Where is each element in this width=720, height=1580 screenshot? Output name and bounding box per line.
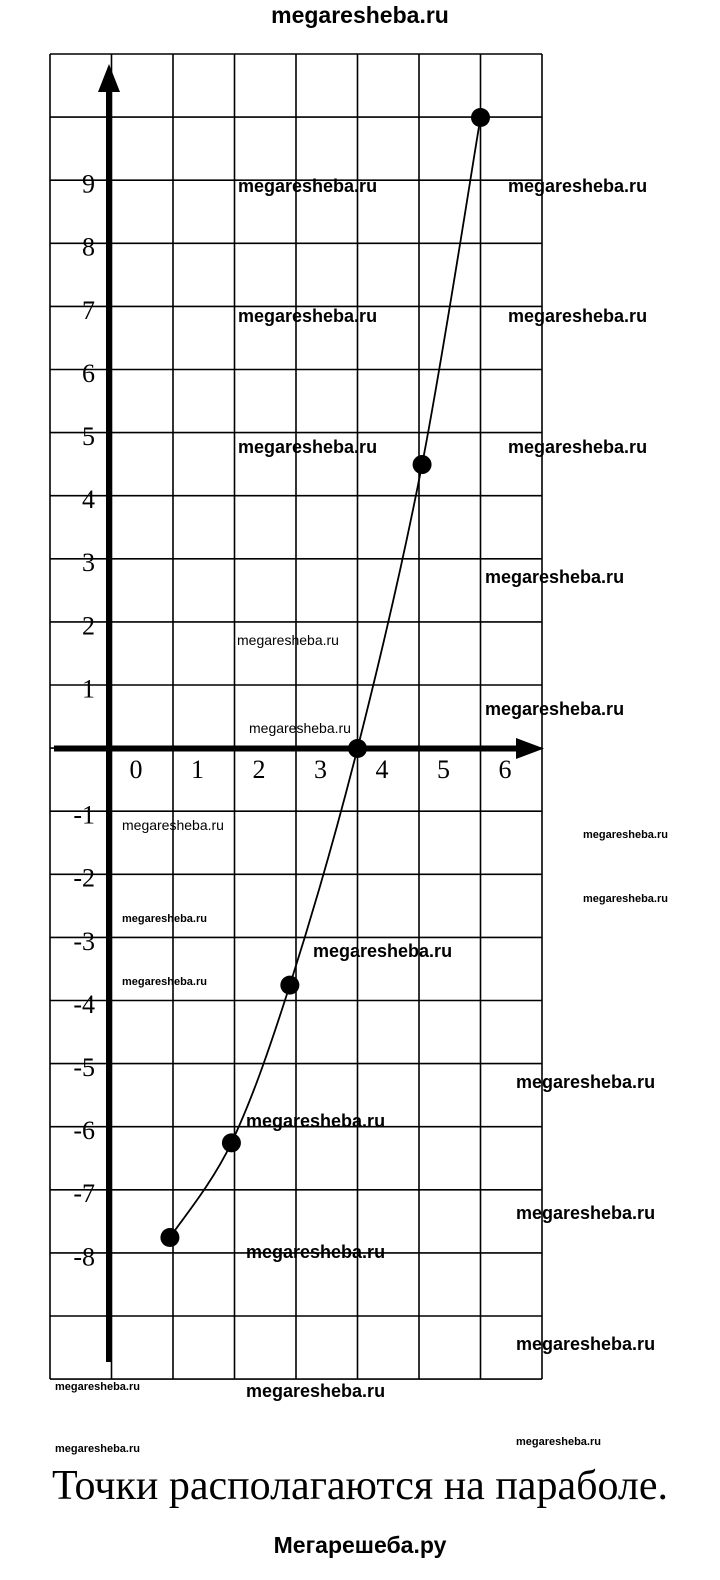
- y-tick-label: 4: [82, 485, 95, 515]
- watermark-text: megaresheba.ru: [516, 1436, 601, 1448]
- y-tick-label: -7: [73, 1179, 95, 1209]
- y-tick-label: -1: [73, 800, 95, 830]
- watermark-text: megaresheba.ru: [508, 437, 648, 457]
- data-point: [222, 1133, 241, 1152]
- y-tick-label: -6: [73, 1116, 95, 1146]
- y-tick-label: -5: [73, 1053, 95, 1082]
- watermark-text: megaresheba.ru: [237, 632, 339, 648]
- axes: [54, 64, 544, 1362]
- y-tick-label: -8: [73, 1242, 95, 1272]
- data-point: [348, 739, 367, 758]
- x-tick-label: 6: [498, 755, 512, 784]
- x-axis-arrow: [516, 738, 544, 759]
- x-tick-label: 2: [252, 755, 266, 784]
- watermark-text: megaresheba.ru: [122, 913, 207, 925]
- y-tick-label: -2: [73, 863, 95, 893]
- y-tick-label: 2: [82, 611, 95, 641]
- watermark-text: megaresheba.ru: [516, 1203, 656, 1223]
- watermark-text: megaresheba.ru: [485, 699, 625, 719]
- y-tick-label: 7: [82, 295, 95, 325]
- watermark-text: megaresheba.ru: [485, 567, 625, 587]
- site-footer: Мегарешеба.ру: [273, 1532, 447, 1558]
- watermark-text: megaresheba.ru: [55, 1443, 140, 1455]
- y-tick-label: 9: [82, 169, 95, 199]
- x-tick-label: 0: [129, 755, 143, 784]
- series: [160, 108, 490, 1247]
- y-tick-label: 8: [82, 232, 95, 262]
- watermark-text: megaresheba.ru: [122, 976, 207, 988]
- site-header: megaresheba.ru: [271, 2, 449, 28]
- watermark-text: megaresheba.ru: [238, 306, 378, 326]
- watermark-text: megaresheba.ru: [246, 1381, 386, 1401]
- series-curve: [170, 118, 481, 1238]
- watermark-text: megaresheba.ru: [583, 893, 668, 905]
- caption: Точки располагаются на параболе.: [51, 1463, 669, 1509]
- x-tick-label: 1: [191, 755, 204, 784]
- watermark-text: megaresheba.ru: [249, 720, 351, 736]
- y-tick-label: -4: [73, 989, 95, 1019]
- watermark-text: megaresheba.ru: [246, 1111, 386, 1131]
- watermark-text: megaresheba.ru: [246, 1242, 386, 1262]
- x-tick-label: 3: [314, 755, 327, 784]
- data-point: [413, 455, 432, 474]
- grid: [50, 54, 542, 1379]
- watermark-text: megaresheba.ru: [238, 437, 378, 457]
- watermark-text: megaresheba.ru: [55, 1381, 140, 1393]
- watermark-text: megaresheba.ru: [313, 941, 453, 961]
- y-tick-label: 1: [82, 674, 95, 704]
- y-tick-label: 5: [82, 422, 95, 451]
- data-point: [160, 1228, 179, 1247]
- watermark-text: megaresheba.ru: [508, 306, 648, 326]
- y-tick-label: 6: [82, 358, 95, 388]
- data-point: [471, 108, 490, 127]
- watermark-text: megaresheba.ru: [583, 829, 668, 841]
- x-tick-label: 5: [437, 755, 450, 784]
- watermarks: [55, 176, 668, 1455]
- watermark-text: megaresheba.ru: [516, 1334, 656, 1354]
- watermark-text: megaresheba.ru: [122, 817, 224, 833]
- y-tick-label: -3: [73, 926, 95, 956]
- data-point: [280, 976, 299, 995]
- y-axis-arrow: [98, 64, 120, 92]
- watermark-text: megaresheba.ru: [238, 176, 378, 196]
- x-tick-label: 4: [375, 755, 389, 784]
- y-tick-label: 3: [82, 548, 95, 578]
- watermark-text: megaresheba.ru: [508, 176, 648, 196]
- watermark-text: megaresheba.ru: [516, 1072, 656, 1092]
